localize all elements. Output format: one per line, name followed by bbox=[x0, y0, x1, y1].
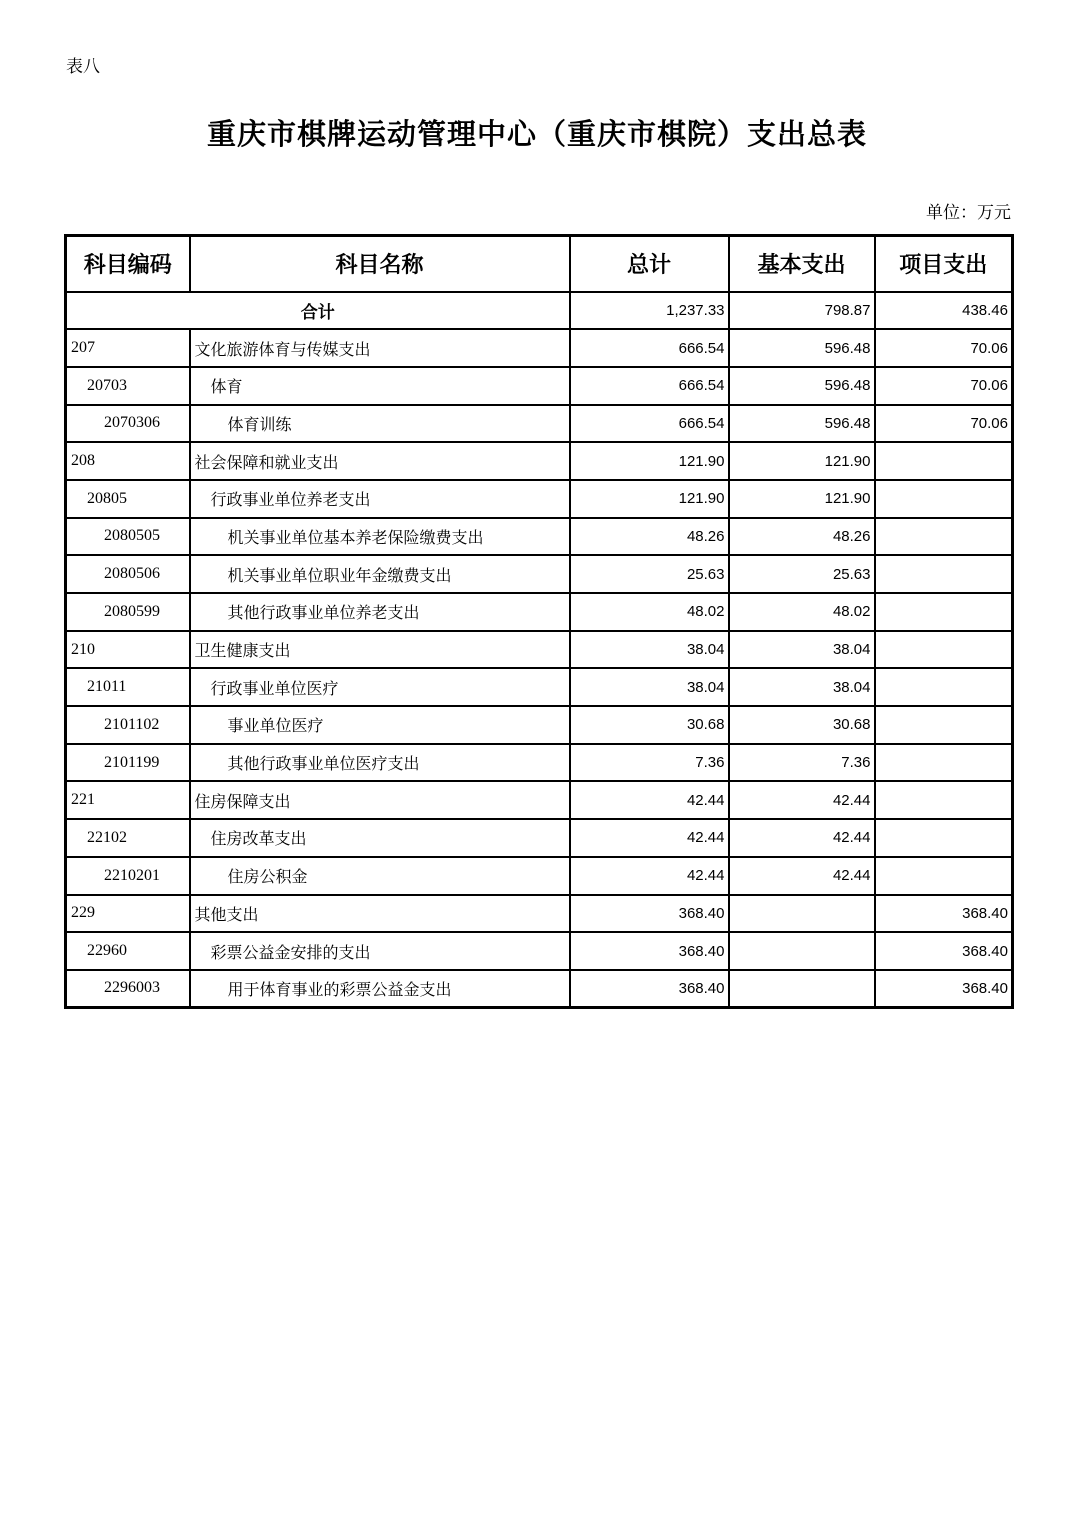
subject-name-cell: 社会保障和就业支出 bbox=[190, 442, 570, 480]
subject-name-cell: 彩票公益金安排的支出 bbox=[190, 932, 570, 970]
project-expenditure-cell bbox=[875, 781, 1013, 819]
subject-code-cell: 22102 bbox=[66, 819, 190, 857]
project-expenditure-cell bbox=[875, 480, 1013, 518]
expense-summary-table bbox=[64, 234, 1014, 1009]
subject-code-cell: 2080505 bbox=[66, 518, 190, 556]
subject-name-cell: 其他行政事业单位医疗支出 bbox=[190, 744, 570, 782]
basic-expenditure-cell bbox=[729, 895, 875, 933]
page-title: 重庆市棋牌运动管理中心（重庆市棋院）支出总表 bbox=[206, 117, 867, 151]
project-expenditure-cell bbox=[875, 857, 1013, 895]
sheet-number-label: 表八 bbox=[66, 57, 100, 77]
grand-total-total-cell: 1,237.33 bbox=[570, 292, 729, 330]
subject-code-cell: 2210201 bbox=[66, 857, 190, 895]
basic-expenditure-cell: 38.04 bbox=[729, 668, 875, 706]
basic-expenditure-cell: 121.90 bbox=[729, 480, 875, 518]
table-row bbox=[66, 668, 1013, 706]
project-expenditure-cell bbox=[875, 518, 1013, 556]
basic-expenditure-cell: 30.68 bbox=[729, 706, 875, 744]
project-expenditure-cell bbox=[875, 631, 1013, 669]
table-row bbox=[66, 744, 1013, 782]
subject-code-cell: 2070306 bbox=[66, 405, 190, 443]
grand-total-basic-cell: 798.87 bbox=[729, 292, 875, 330]
subject-name-cell: 体育训练 bbox=[190, 405, 570, 443]
header-total: 总计 bbox=[570, 236, 729, 292]
total-cell: 38.04 bbox=[570, 631, 729, 669]
total-cell: 48.02 bbox=[570, 593, 729, 631]
table-row bbox=[66, 555, 1013, 593]
subject-name-cell: 行政事业单位医疗 bbox=[190, 668, 570, 706]
project-expenditure-cell bbox=[875, 706, 1013, 744]
total-cell: 42.44 bbox=[570, 781, 729, 819]
project-expenditure-cell: 70.06 bbox=[875, 329, 1013, 367]
total-cell: 30.68 bbox=[570, 706, 729, 744]
basic-expenditure-cell: 596.48 bbox=[729, 367, 875, 405]
project-expenditure-cell: 70.06 bbox=[875, 367, 1013, 405]
subject-code-cell: 2296003 bbox=[66, 970, 190, 1008]
subject-name-cell: 用于体育事业的彩票公益金支出 bbox=[190, 970, 570, 1008]
basic-expenditure-cell bbox=[729, 932, 875, 970]
project-expenditure-cell bbox=[875, 744, 1013, 782]
subject-code-cell: 2080506 bbox=[66, 555, 190, 593]
project-expenditure-cell: 368.40 bbox=[875, 895, 1013, 933]
table-header bbox=[66, 236, 1013, 292]
table-row bbox=[66, 857, 1013, 895]
total-cell: 38.04 bbox=[570, 668, 729, 706]
subject-code-cell: 2080599 bbox=[66, 593, 190, 631]
total-cell: 666.54 bbox=[570, 367, 729, 405]
table-row bbox=[66, 781, 1013, 819]
project-expenditure-cell bbox=[875, 593, 1013, 631]
table-row bbox=[66, 367, 1013, 405]
basic-expenditure-cell: 25.63 bbox=[729, 555, 875, 593]
subject-code-cell: 229 bbox=[66, 895, 190, 933]
subject-name-cell: 机关事业单位基本养老保险缴费支出 bbox=[190, 518, 570, 556]
subject-name-cell: 文化旅游体育与传媒支出 bbox=[190, 329, 570, 367]
table-row bbox=[66, 970, 1013, 1008]
table-row bbox=[66, 442, 1013, 480]
basic-expenditure-cell: 121.90 bbox=[729, 442, 875, 480]
basic-expenditure-cell: 7.36 bbox=[729, 744, 875, 782]
table-row bbox=[66, 932, 1013, 970]
subject-name-cell: 机关事业单位职业年金缴费支出 bbox=[190, 555, 570, 593]
table-row bbox=[66, 706, 1013, 744]
header-subject-code: 科目编码 bbox=[66, 236, 190, 292]
subject-code-cell: 221 bbox=[66, 781, 190, 819]
total-cell: 121.90 bbox=[570, 480, 729, 518]
project-expenditure-cell bbox=[875, 819, 1013, 857]
header-basic-expenditure: 基本支出 bbox=[729, 236, 875, 292]
basic-expenditure-cell: 596.48 bbox=[729, 405, 875, 443]
basic-expenditure-cell: 596.48 bbox=[729, 329, 875, 367]
project-expenditure-cell: 70.06 bbox=[875, 405, 1013, 443]
subject-name-cell: 体育 bbox=[190, 367, 570, 405]
subject-name-cell: 卫生健康支出 bbox=[190, 631, 570, 669]
total-cell: 42.44 bbox=[570, 819, 729, 857]
total-cell: 121.90 bbox=[570, 442, 729, 480]
basic-expenditure-cell: 42.44 bbox=[729, 781, 875, 819]
total-cell: 368.40 bbox=[570, 932, 729, 970]
subject-code-cell: 20703 bbox=[66, 367, 190, 405]
basic-expenditure-cell: 42.44 bbox=[729, 857, 875, 895]
unit-label: 单位：万元 bbox=[926, 203, 1011, 223]
table-row bbox=[66, 518, 1013, 556]
subject-name-cell: 其他支出 bbox=[190, 895, 570, 933]
total-cell: 42.44 bbox=[570, 857, 729, 895]
project-expenditure-cell: 368.40 bbox=[875, 970, 1013, 1008]
basic-expenditure-cell: 38.04 bbox=[729, 631, 875, 669]
table-row bbox=[66, 405, 1013, 443]
basic-expenditure-cell bbox=[729, 970, 875, 1008]
header-project-expenditure: 项目支出 bbox=[875, 236, 1013, 292]
table-row bbox=[66, 480, 1013, 518]
grand-total-label: 合计 bbox=[66, 292, 570, 330]
header-subject-name: 科目名称 bbox=[190, 236, 570, 292]
subject-code-cell: 21011 bbox=[66, 668, 190, 706]
total-cell: 368.40 bbox=[570, 895, 729, 933]
subject-code-cell: 207 bbox=[66, 329, 190, 367]
project-expenditure-cell bbox=[875, 668, 1013, 706]
total-cell: 666.54 bbox=[570, 329, 729, 367]
basic-expenditure-cell: 42.44 bbox=[729, 819, 875, 857]
basic-expenditure-cell: 48.02 bbox=[729, 593, 875, 631]
subject-name-cell: 行政事业单位养老支出 bbox=[190, 480, 570, 518]
total-cell: 25.63 bbox=[570, 555, 729, 593]
subject-code-cell: 22960 bbox=[66, 932, 190, 970]
subject-name-cell: 事业单位医疗 bbox=[190, 706, 570, 744]
table-row bbox=[66, 329, 1013, 367]
total-cell: 48.26 bbox=[570, 518, 729, 556]
basic-expenditure-cell: 48.26 bbox=[729, 518, 875, 556]
subject-name-cell: 住房保障支出 bbox=[190, 781, 570, 819]
subject-code-cell: 20805 bbox=[66, 480, 190, 518]
table-body bbox=[66, 292, 1013, 1008]
table-row-grand-total bbox=[66, 292, 1013, 330]
table-row bbox=[66, 631, 1013, 669]
subject-name-cell: 其他行政事业单位养老支出 bbox=[190, 593, 570, 631]
total-cell: 666.54 bbox=[570, 405, 729, 443]
subject-code-cell: 208 bbox=[66, 442, 190, 480]
table-row bbox=[66, 593, 1013, 631]
subject-code-cell: 210 bbox=[66, 631, 190, 669]
header-row bbox=[66, 236, 1013, 292]
subject-code-cell: 2101102 bbox=[66, 706, 190, 744]
total-cell: 7.36 bbox=[570, 744, 729, 782]
table-row bbox=[66, 895, 1013, 933]
subject-name-cell: 住房公积金 bbox=[190, 857, 570, 895]
table-row bbox=[66, 819, 1013, 857]
project-expenditure-cell bbox=[875, 555, 1013, 593]
total-cell: 368.40 bbox=[570, 970, 729, 1008]
project-expenditure-cell: 368.40 bbox=[875, 932, 1013, 970]
subject-code-cell: 2101199 bbox=[66, 744, 190, 782]
subject-name-cell: 住房改革支出 bbox=[190, 819, 570, 857]
grand-total-project-cell: 438.46 bbox=[875, 292, 1013, 330]
project-expenditure-cell bbox=[875, 442, 1013, 480]
